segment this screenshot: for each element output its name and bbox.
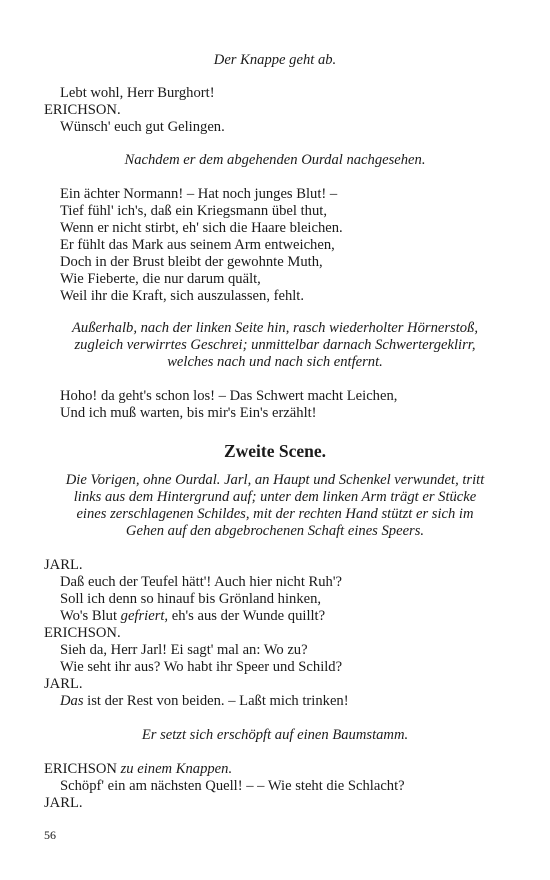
stage-direction: Außerhalb, nach der linken Seite hin, rasch wiederholter Hörnerstoß,	[71, 320, 478, 336]
stage-direction: zugleich verwirrtes Geschrei; unmittelbar darnach Schwertergeklirr,	[74, 337, 476, 353]
verse-line: Ein ächter Normann! – Hat noch junges Blut! –	[60, 186, 338, 202]
stage-direction: welches nach und nach sich entfernt.	[167, 354, 383, 370]
verse-line: Das ist der Rest von beiden. – Laßt mich trinken!	[60, 693, 349, 709]
verse-line: Hoho! da geht's schon los! – Das Schwert macht Leichen,	[60, 388, 398, 404]
stage-direction: eines zerschlagenen Schildes, mit der rechten Hand stützt er sich im	[76, 506, 474, 522]
page-number: 56	[44, 828, 56, 842]
verse-line: Wie Fieberte, die nur darum quält,	[60, 271, 261, 287]
verse-line: Wünsch' euch gut Gelingen.	[60, 119, 225, 135]
speaker-name: JARL.	[44, 676, 83, 692]
stage-direction: Die Vorigen, ohne Ourdal. Jarl, an Haupt und Schenkel verwundet, tritt	[65, 472, 485, 488]
stage-direction: Er setzt sich erschöpft auf einen Baumstamm.	[141, 727, 409, 743]
verse-line: Lebt wohl, Herr Burghort!	[60, 85, 215, 101]
verse-line: Und ich muß warten, bis mir's Ein's erzählt!	[60, 405, 317, 421]
speaker-name: ERICHSON.	[44, 102, 121, 118]
verse-line: Daß euch der Teufel hätt'! Auch hier nicht Ruh'?	[60, 574, 342, 590]
verse-line: Weil ihr die Kraft, sich auszulassen, fehlt.	[60, 288, 305, 304]
stage-direction: Gehen auf den abgebrochenen Schaft eines Speers.	[125, 523, 425, 539]
stage-direction: Nachdem er dem abgehenden Ourdal nachgesehen.	[124, 152, 426, 168]
verse-line: Wie seht ihr aus? Wo habt ihr Speer und Schild?	[60, 659, 343, 675]
stage-direction: links aus dem Hintergrund auf; unter dem linken Arm trägt er Stücke	[73, 489, 477, 505]
verse-line: Doch in der Brust bleibt der gewohnte Muth,	[60, 254, 323, 270]
verse-line: Er fühlt das Mark aus seinem Arm entweichen,	[60, 237, 335, 253]
verse-line: Wo's Blut gefriert, eh's aus der Wunde quillt?	[60, 608, 326, 624]
verse-line: Tief fühl' ich's, daß ein Kriegsmann übel thut,	[60, 203, 327, 219]
speaker-name: JARL.	[44, 557, 83, 573]
speaker-name: ERICHSON zu einem Knappen.	[44, 761, 233, 777]
stage-direction: Der Knappe geht ab.	[213, 52, 337, 68]
speaker-name: ERICHSON.	[44, 625, 121, 641]
verse-line: Wenn er nicht stirbt, eh' sich die Haare bleichen.	[60, 220, 343, 236]
verse-line: Schöpf' ein am nächsten Quell! – – Wie steht die Schlacht?	[60, 778, 405, 794]
verse-line: Sieh da, Herr Jarl! Ei sagt' mal an: Wo zu?	[60, 642, 308, 658]
scene-heading: Zweite Scene.	[223, 441, 327, 461]
speaker-name: JARL.	[44, 795, 83, 811]
verse-line: Soll ich denn so hinauf bis Grönland hinken,	[60, 591, 322, 607]
